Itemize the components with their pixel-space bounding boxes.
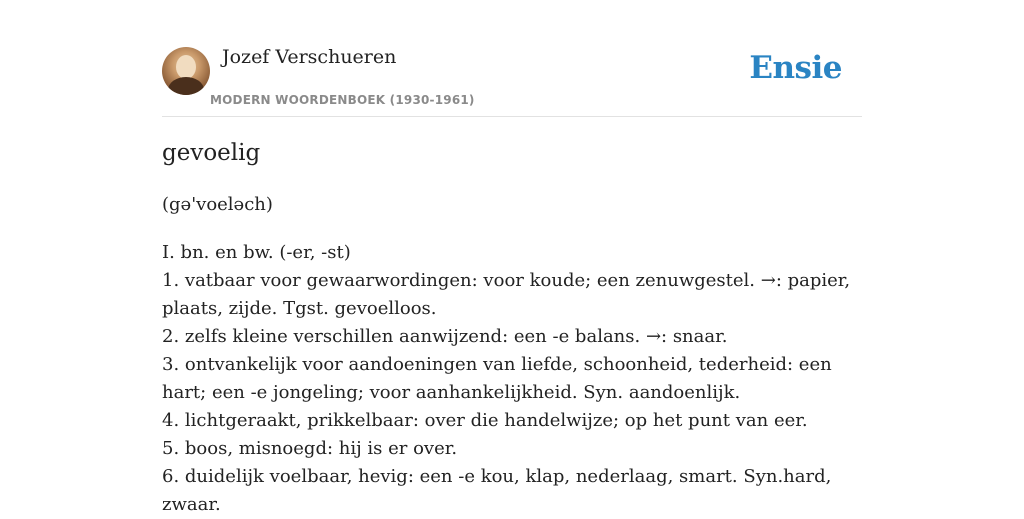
avatar-body [168, 77, 204, 95]
definition-line: 1. vatbaar voor gewaarwordingen: voor koude; een zenuwgestel. →: papier, plaats, zijde. Tgst. gevoelloos. [162, 270, 851, 319]
definition-line: 6. duidelijk voelbaar, hevig: een -e kou, klap, nederlaag, smart. Syn.hard, zwaar. [162, 466, 832, 515]
author-name[interactable]: Jozef Verschueren [222, 46, 397, 68]
definition-line: 2. zelfs kleine verschillen aanwijzend: een -e balans. →: snaar. [162, 326, 728, 347]
definition-line: 4. lichtgeraakt, prikkelbaar: over die handelwijze; op het punt van eer. [162, 410, 808, 431]
definition-line: 3. ontvankelijk voor aandoeningen van liefde, schoonheid, tederheid: een hart; een -e jongeling; voor aanhankelijkheid. Syn. aandoenlijk. [162, 354, 832, 403]
entry-definition [162, 239, 862, 519]
author-avatar[interactable] [162, 47, 210, 95]
brand-logo[interactable]: Ensie [749, 50, 842, 86]
page [162, 0, 862, 515]
entry-headword: gevoelig [162, 140, 261, 166]
definition-line: 5. boos, misnoegd: hij is er over. [162, 438, 458, 459]
entry-pronunciation: (gə'voeləch) [162, 194, 273, 215]
header [162, 0, 862, 117]
avatar-head [176, 55, 196, 79]
definition-line: I. bn. en bw. (-er, -st) [162, 242, 351, 263]
source-label[interactable]: MODERN WOORDENBOEK (1930-1961) [210, 93, 475, 107]
